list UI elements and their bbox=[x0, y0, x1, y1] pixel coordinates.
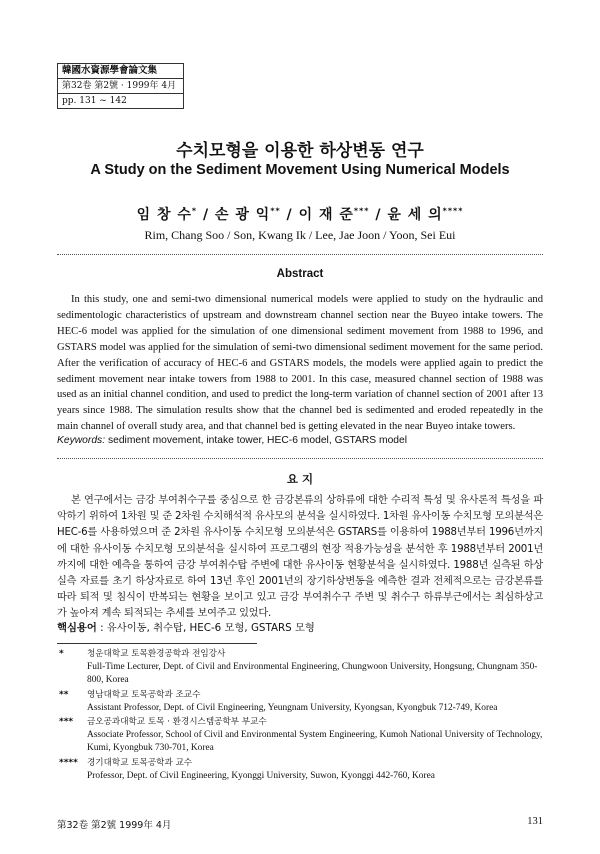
author-3: 이 재 준*** bbox=[298, 206, 370, 223]
footnote-mark: *** bbox=[59, 717, 74, 728]
journal-pages: pp. 131 ~ 142 bbox=[62, 96, 127, 106]
footnote-rule bbox=[57, 643, 257, 644]
footnote-mark: ** bbox=[59, 689, 69, 700]
journal-name: 韓國水資源學會論文集 bbox=[58, 64, 183, 79]
footnote-affiliation-en: Professor, Dept. of Civil Engineering, Kyonggi University, Suwon, Kyonggi 442-760, Korea bbox=[87, 770, 435, 781]
title-english: A Study on the Sediment Movement Using Numerical Models bbox=[90, 162, 510, 178]
footnote-affiliation-ko: 청운대학교 토목환경공학과 전임강사 bbox=[87, 649, 226, 659]
author-4: 윤 세 의**** bbox=[387, 206, 464, 223]
summary-keywords bbox=[57, 619, 543, 634]
footnote bbox=[57, 689, 547, 715]
author-1: 임 창 수* bbox=[136, 206, 198, 223]
footer-issue: 第32卷 第2號 1999年 4月 bbox=[57, 820, 172, 831]
journal-volume: 第32卷 第2號 · 1999年 4月 bbox=[58, 79, 183, 94]
author-2: 손 광 익** bbox=[214, 206, 281, 223]
footnote-affiliation-en: Associate Professor, School of Civil and Environmental System Engineering, Kumoh National University of Technology, Kumi, Kyongbuk 730-701, Korea bbox=[87, 730, 543, 754]
footnote-affiliation-ko: 경기대학교 토목공학과 교수 bbox=[87, 757, 193, 768]
abstract-text: In this study, one and semi-two dimensional numerical models were applied to study on the hydraulic and sedimentologic characteristics of upstream and downstream channel section near the Buyeo intake towers. The HEC-6 model was applied for the simulation of one dimensional sediment movement from 1988 to 1996, and GSTARS model was applied for the simulation of semi-two dimensional sediment movement for the same period. After the verification of accuracy of HEC-6 and GSTARS models, the models were applied again to predict the sediment movement near intake towers from 1988 to 2001. In this case, measured channel section of 1988 was used as an initial channel condition, and used to predict the long-term variation of channel section of 2001 after 13 years since 1988. The simulation results show that the channel bed is sedimented and eroded repeatedly in the main channel of overall study area, and that channel bed is getting elevated in the near Buyeo intake towers. bbox=[57, 294, 543, 433]
author-separator: / bbox=[280, 207, 299, 223]
summary-text: 본 연구에서는 금강 부여취수구를 중심으로 한 금강본류의 상하류에 대한 수리적 특성 및 유사론적 특성을 파악하기 위하여 1차원 및 준 2차원 수치해석적 유사모의 분석을 실시하였다. 1차원 유사이동 수치모형 모의분석은 HEC-6를 사용하였으며 준 2차원 유사이동 수치모형 모의분석은 GSTARS를 이용하여 1988년부터 1996년까지에 대한 유사이동 수치모형 모의분석을 실시하여 프로그램의 현장 적용가능성을 분석한 후 1988년부터 2001년까지에 대한 예측을 통하여 금강 부여취수탑 주변에 대한 유사이동 현황분석을 실시하였다. 1988년 실측된 하상 실측 자료를 초기 하상자료로 하여 13년 후인 2001년의 장기하상변동을 예측한 결과 전체적으로는 금강본류를 따라 퇴적 및 침식이 반복되는 현황을 보이고 있고 금강 부여취수구 주변 및 취수구 하류부근에서는 최심하상고가 높아져 계속 퇴적되는 추세를 보여주고 있었다. bbox=[57, 495, 543, 620]
title-korean: 수치모형을 이용한 하상변동 연구 bbox=[176, 141, 424, 161]
authors-korean bbox=[0, 204, 600, 224]
footnote bbox=[57, 716, 547, 756]
footnote-affiliation-ko: 영남대학교 토목공학과 조교수 bbox=[87, 689, 201, 700]
footnote bbox=[57, 648, 547, 688]
footnote-mark: * bbox=[59, 649, 64, 659]
divider bbox=[57, 254, 543, 255]
footnote-affiliation-en: Assistant Professor, Dept. of Civil Engineering, Yeungnam University, Kyongsan, Kyongbuk 712-749, Korea bbox=[87, 702, 498, 713]
keywords-label: 핵심용어 bbox=[57, 622, 97, 634]
summary-heading: 요 지 bbox=[286, 472, 314, 486]
divider bbox=[57, 458, 543, 459]
page-number: 131 bbox=[527, 816, 543, 827]
keywords-text: sediment movement, intake tower, HEC-6 model, GSTARS model bbox=[105, 435, 408, 446]
footnote-mark: **** bbox=[59, 757, 78, 768]
keywords-label: Keywords: bbox=[57, 435, 106, 446]
footnote bbox=[57, 757, 547, 783]
author-separator: / bbox=[369, 207, 388, 223]
abstract-heading: Abstract bbox=[276, 268, 324, 280]
author-separator: / bbox=[197, 207, 215, 223]
footnotes bbox=[57, 648, 547, 784]
authors-english: Rim, Chang Soo / Son, Kwang Ik / Lee, Jae Joon / Yoon, Sei Eui bbox=[144, 228, 456, 242]
abstract-keywords bbox=[57, 435, 543, 446]
footnote-affiliation-ko: 금오공과대학교 토목 · 환경시스템공학부 부교수 bbox=[87, 717, 267, 728]
journal-info-box bbox=[57, 63, 184, 109]
keywords-text: : 유사이동, 취수탑, HEC-6 모형, GSTARS 모형 bbox=[96, 622, 315, 634]
footnote-affiliation-en: Full-Time Lecturer, Dept. of Civil and Environmental Engineering, Chungwoon University, Hongsung, Chungnam 350-800, Korea bbox=[87, 662, 538, 686]
